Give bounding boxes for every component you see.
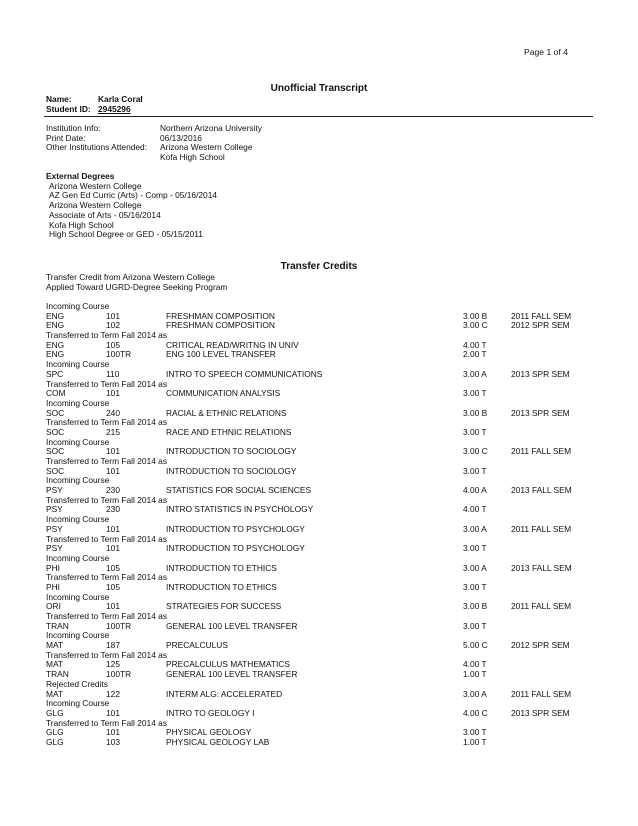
course-title: INTRODUCTION TO ETHICS: [166, 581, 277, 592]
course-row: [46, 670, 576, 680]
course-subject: ENG: [46, 310, 65, 321]
course-title: STRATEGIES FOR SUCCESS: [166, 601, 282, 612]
transfer-note: Transfer Credit from Arizona Western College: [46, 272, 215, 282]
course-title: ENG 100 LEVEL TRANSFER: [166, 349, 276, 360]
course-subject: ORI: [46, 601, 61, 612]
external-degree-line: Arizona Western College: [49, 200, 142, 211]
section-note: Transferred to Term Fall 2014 as: [46, 649, 168, 660]
course-credit-grade: 3.00 T: [463, 543, 487, 554]
course-title: PHYSICAL GEOLOGY: [166, 727, 252, 738]
course-number: 105: [106, 339, 120, 350]
course-credit-grade: 3.00 A: [463, 368, 487, 379]
section-note: Transferred to Term Fall 2014 as: [46, 494, 168, 505]
course-title: INTRODUCTION TO PSYCHOLOGY: [166, 543, 305, 554]
course-title: RACIAL & ETHNIC RELATIONS: [166, 407, 287, 418]
course-number: 101: [106, 523, 120, 534]
course-subject: ENG: [46, 349, 65, 360]
course-term: 2012 SPR SEM: [511, 640, 570, 651]
course-subject: PSY: [46, 485, 63, 496]
course-credit-grade: 2.00 T: [463, 349, 487, 360]
course-number: 215: [106, 426, 120, 437]
course-title: INTRODUCTION TO ETHICS: [166, 562, 277, 573]
course-title: CRITICAL READ/WRITNG IN UNIV: [166, 339, 299, 350]
external-degree-line: Arizona Western College: [49, 180, 142, 191]
course-row: [46, 505, 576, 515]
course-subject: GLG: [46, 707, 64, 718]
external-degree-line: AZ Gen Ed Curric (Arts) - Comp - 05/16/2014: [49, 190, 218, 201]
course-row: [46, 389, 576, 399]
section-note-row: [46, 331, 576, 341]
course-title: STATISTICS FOR SOCIAL SCIENCES: [166, 485, 312, 496]
course-subject: MAT: [46, 688, 64, 699]
course-number: 100TR: [106, 620, 132, 631]
course-title: INTRODUCTION TO SOCIOLOGY: [166, 465, 297, 476]
course-number: 187: [106, 640, 120, 651]
section-note: Incoming Course: [46, 591, 110, 602]
course-credit-grade: 3.00 T: [463, 388, 487, 399]
section-note: Incoming Course: [46, 514, 110, 525]
info-label: Other Institutions Attended:: [46, 142, 148, 153]
section-note: Incoming Course: [46, 698, 110, 709]
info-value: Arizona Western College: [160, 142, 253, 153]
info-label: Print Date:: [46, 132, 86, 143]
course-number: 101: [106, 310, 120, 321]
course-number: 125: [106, 659, 120, 670]
section-note-row: [46, 651, 576, 661]
course-title: INTERM ALG: ACCELERATED: [166, 688, 283, 699]
course-subject: SOC: [46, 446, 65, 457]
section-note: Transferred to Term Fall 2014 as: [46, 378, 168, 389]
section-note-row: [46, 438, 576, 448]
course-row: [46, 690, 576, 700]
header-divider: [44, 116, 593, 117]
course-credit-grade: 3.00 C: [463, 320, 488, 331]
section-note: Transferred to Term Fall 2014 as: [46, 456, 168, 466]
page-number: Page 1 of 4: [524, 47, 568, 57]
course-credit-grade: 1.00 T: [463, 736, 487, 747]
transfer-credit-list: [46, 302, 576, 748]
course-title: RACE AND ETHNIC RELATIONS: [166, 426, 292, 437]
course-credit-grade: 1.00 T: [463, 669, 487, 680]
external-degree-line: Associate of Arts - 05/16/2014: [49, 209, 161, 220]
course-number: 101: [106, 543, 120, 554]
course-title: INTRO STATISTICS IN PSYCHOLOGY: [166, 504, 314, 515]
course-credit-grade: 3.00 T: [463, 727, 487, 738]
section-note-row: [46, 680, 576, 690]
course-subject: PSY: [46, 543, 63, 554]
course-term: 2013 SPR SEM: [511, 407, 570, 418]
course-title: PHYSICAL GEOLOGY LAB: [166, 736, 270, 747]
section-note: Transferred to Term Fall 2014 as: [46, 533, 168, 544]
course-credit-grade: 3.00 C: [463, 446, 488, 457]
section-note-row: [46, 515, 576, 525]
section-note: Rejected Credits: [46, 678, 108, 689]
course-row: [46, 622, 576, 632]
course-credit-grade: 4.00 T: [463, 659, 487, 670]
transfer-note: Applied Toward UGRD-Degree Seeking Program: [46, 281, 228, 292]
course-subject: PSY: [46, 504, 63, 515]
course-title: INTRODUCTION TO PSYCHOLOGY: [166, 523, 305, 534]
section-note-row: [46, 573, 576, 583]
student-id-label: Student ID:: [46, 104, 91, 114]
course-title: COMMUNICATION ANALYSIS: [166, 388, 281, 399]
section-note: Transferred to Term Fall 2014 as: [46, 717, 168, 728]
external-degrees-title: External Degrees: [46, 171, 115, 181]
section-note-row: [46, 476, 576, 486]
course-number: 101: [106, 727, 120, 738]
course-number: 230: [106, 504, 120, 515]
section-note: Transferred to Term Fall 2014 as: [46, 611, 168, 621]
course-term: 2011 FALL SEM: [511, 310, 572, 321]
course-number: 101: [106, 446, 120, 457]
course-number: 110: [106, 368, 120, 379]
course-subject: ENG: [46, 339, 65, 350]
course-term: 2011 FALL SEM: [511, 688, 572, 699]
section-note-row: [46, 418, 576, 428]
section-note: Transferred to Term Fall 2014 as: [46, 572, 168, 583]
course-title: FRESHMAN COMPOSITION: [166, 320, 275, 331]
external-degrees: [46, 172, 217, 240]
course-row: [46, 428, 576, 438]
section-note-row: [46, 631, 576, 641]
student-name: Karla Coral: [98, 94, 143, 104]
course-credit-grade: 3.00 T: [463, 426, 487, 437]
section-note: Transferred to Term Fall 2014 as: [46, 417, 168, 428]
course-term: 2012 SPR SEM: [511, 320, 570, 331]
course-row: [46, 738, 576, 748]
section-note-row: [46, 535, 576, 545]
student-id: 2945296: [98, 104, 131, 114]
course-term: 2013 FALL SEM: [511, 562, 572, 573]
course-credit-grade: 3.00 A: [463, 688, 487, 699]
info-label: Institution Info:: [46, 123, 101, 133]
course-term: 2013 SPR SEM: [511, 368, 570, 379]
course-number: 230: [106, 485, 120, 496]
course-term: 2013 FALL SEM: [511, 485, 572, 496]
course-credit-grade: 4.00 T: [463, 504, 487, 515]
document-title: Unofficial Transcript: [270, 83, 368, 94]
course-subject: PSY: [46, 523, 63, 534]
section-note: Incoming Course: [46, 301, 110, 311]
section-note-row: [46, 699, 576, 709]
course-number: 100TR: [106, 349, 132, 360]
course-title: PRECALCULUS: [166, 640, 228, 651]
info-value: Kofa High School: [160, 152, 225, 163]
external-degree-line: Kofa High School: [49, 219, 114, 230]
course-credit-grade: 3.00 A: [463, 562, 487, 573]
course-subject: ENG: [46, 320, 65, 331]
student-id-row: [46, 104, 131, 115]
transfer-credits-title: Transfer Credits: [280, 261, 358, 272]
course-subject: TRAN: [46, 620, 69, 631]
course-subject: MAT: [46, 640, 64, 651]
course-number: 122: [106, 688, 120, 699]
course-credit-grade: 3.00 B: [463, 407, 488, 418]
section-note: Incoming Course: [46, 436, 110, 447]
course-row: [46, 467, 576, 477]
course-credit-grade: 3.00 B: [463, 601, 488, 612]
section-note-row: [46, 593, 576, 603]
course-credit-grade: 3.00 T: [463, 465, 487, 476]
course-credit-grade: 3.00 A: [463, 523, 487, 534]
course-credit-grade: 3.00 B: [463, 310, 488, 321]
course-title: INTRO TO SPEECH COMMUNICATIONS: [166, 368, 323, 379]
course-title: GENERAL 100 LEVEL TRANSFER: [166, 620, 298, 631]
course-number: 100TR: [106, 669, 132, 680]
course-subject: PHI: [46, 581, 60, 592]
info-value: 06/13/2016: [160, 132, 202, 143]
course-subject: SOC: [46, 426, 65, 437]
course-subject: SOC: [46, 465, 65, 476]
course-subject: SPC: [46, 368, 64, 379]
course-title: PRECALCULUS MATHEMATICS: [166, 659, 290, 670]
section-note-row: [46, 302, 576, 312]
course-number: 105: [106, 562, 120, 573]
section-note: Transferred to Term Fall 2014 as: [46, 330, 168, 341]
course-row: [46, 544, 576, 554]
course-subject: SOC: [46, 407, 65, 418]
course-credit-grade: 3.00 T: [463, 620, 487, 631]
course-number: 101: [106, 601, 120, 612]
course-term: 2011 FALL SEM: [511, 523, 572, 534]
course-credit-grade: 3.00 T: [463, 581, 487, 592]
course-title: GENERAL 100 LEVEL TRANSFER: [166, 669, 298, 680]
course-term: 2013 SPR SEM: [511, 707, 570, 718]
course-credit-grade: 4.00 T: [463, 339, 487, 350]
section-note-row: [46, 457, 576, 467]
course-row: [46, 583, 576, 593]
course-number: 101: [106, 707, 120, 718]
course-title: INTRODUCTION TO SOCIOLOGY: [166, 446, 297, 457]
course-number: 102: [106, 320, 120, 331]
student-name-label: Name:: [46, 94, 72, 104]
section-note-row: [46, 380, 576, 390]
course-row: [46, 312, 576, 322]
external-degree-line: High School Degree or GED - 05/15/2011: [49, 229, 203, 240]
course-subject: TRAN: [46, 669, 69, 680]
course-credit-grade: 4.00 A: [463, 485, 487, 496]
course-credit-grade: 4.00 C: [463, 707, 488, 718]
section-note-row: [46, 719, 576, 729]
course-number: 101: [106, 388, 120, 399]
section-note: Incoming Course: [46, 475, 110, 486]
section-note: Incoming Course: [46, 397, 110, 408]
course-term: 2011 FALL SEM: [511, 601, 572, 612]
course-row: [46, 728, 576, 738]
course-number: 103: [106, 736, 120, 747]
course-row: [46, 350, 576, 360]
course-term: 2011 FALL SEM: [511, 446, 572, 457]
course-title: FRESHMAN COMPOSITION: [166, 310, 275, 321]
course-title: INTRO TO GEOLOGY I: [166, 707, 255, 718]
course-number: 240: [106, 407, 120, 418]
course-credit-grade: 5.00 C: [463, 640, 488, 651]
section-note-row: [46, 554, 576, 564]
course-subject: PHI: [46, 562, 60, 573]
section-note: Incoming Course: [46, 359, 110, 370]
course-subject: COM: [46, 388, 66, 399]
info-value: Northern Arizona University: [160, 123, 262, 133]
course-number: 105: [106, 581, 120, 592]
course-subject: MAT: [46, 659, 64, 670]
section-note: Incoming Course: [46, 630, 110, 641]
course-subject: GLG: [46, 736, 64, 747]
course-number: 101: [106, 465, 120, 476]
section-note: Incoming Course: [46, 552, 110, 563]
course-subject: GLG: [46, 727, 64, 738]
transfer-notes: [46, 273, 227, 292]
section-note-row: [46, 399, 576, 409]
